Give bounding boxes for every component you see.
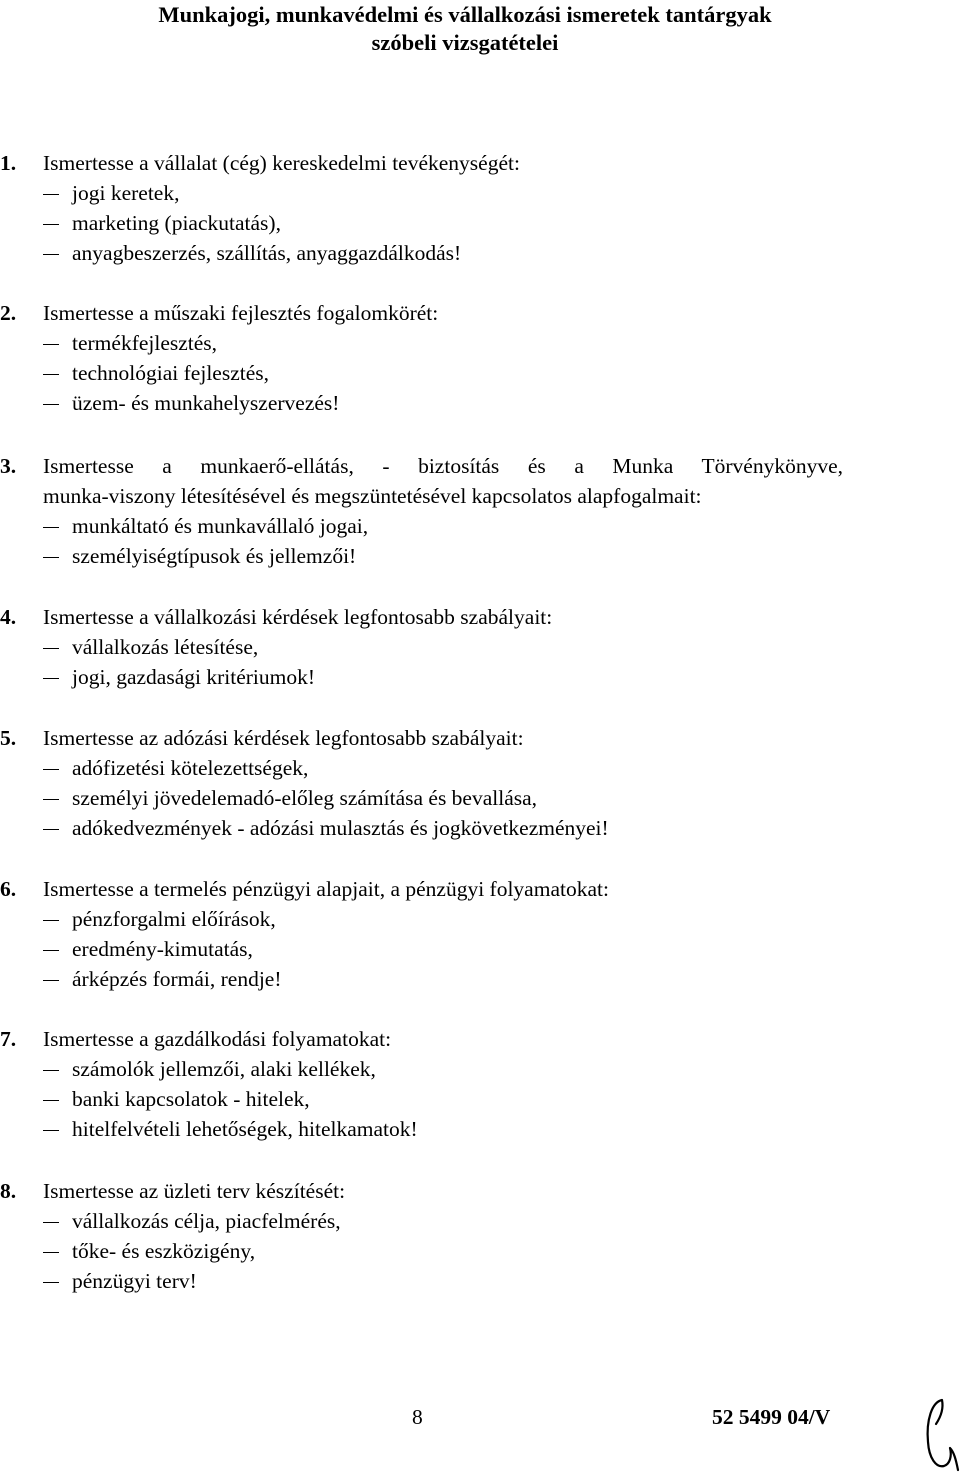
question-text: Ismertesse az üzleti terv készítését: [43,1179,346,1203]
list-item: árképzés formái, rendje! [72,967,282,991]
list-item: személyiségtípusok és jellemzői! [72,544,357,568]
question-6 [0,874,960,994]
list-item: vállalkozás létesítése, [72,635,259,659]
list-item: hitelfelvételi lehetőségek, hitelkamatok! [72,1117,418,1141]
question-text: Ismertesse a vállalat (cég) kereskedelmi tevékenységét: [43,151,520,175]
list-item: adófizetési kötelezettségek, [72,756,309,780]
list-item: személyi jövedelemadó-előleg számítása és bevallása, [72,786,538,810]
question-text: Ismertesse a munkaerő-ellátás, - biztosítás és a Munka Törvénykönyve, [43,454,843,478]
document-code: 52 5499 04/V [712,1405,831,1429]
question-7 [0,1024,960,1144]
list-item: anyagbeszerzés, szállítás, anyaggazdálkodás! [72,241,462,265]
list-item: jogi keretek, [72,181,180,205]
question-5 [0,723,960,843]
list-item: jogi, gazdasági kritériumok! [72,665,315,689]
question-2 [0,298,960,418]
question-8 [0,1176,960,1296]
question-text: Ismertesse az adózási kérdések legfontosabb szabályait: [43,726,524,750]
question-text-continuation: munka-viszony létesítésével és megszüntetésével kapcsolatos alapfogalmait: [43,484,702,508]
question-4 [0,602,960,692]
question-number: 1. [0,151,17,175]
question-text: Ismertesse a termelés pénzügyi alapjait, a pénzügyi folyamatokat: [43,877,609,901]
question-number: 7. [0,1027,17,1051]
question-text: Ismertesse a gazdálkodási folyamatokat: [43,1027,392,1051]
question-number: 5. [0,726,17,750]
list-item: pénzforgalmi előírások, [72,907,276,931]
question-number: 3. [0,454,17,478]
list-item: adókedvezmények - adózási mulasztás és jogkövetkezményei! [72,816,609,840]
list-item: munkáltató és munkavállaló jogai, [72,514,369,538]
list-item: vállalkozás célja, piacfelmérés, [72,1209,341,1233]
list-item: üzem- és munkahelyszervezés! [72,391,340,415]
document-title: Munkajogi, munkavédelmi és vállalkozási ismeretek tantárgyak [158,2,772,27]
list-item: számolók jellemzői, alaki kellékek, [72,1057,376,1081]
list-item: eredmény-kimutatás, [72,937,253,961]
question-1 [0,148,960,268]
list-item: marketing (piackutatás), [72,211,281,235]
list-item: banki kapcsolatok - hitelek, [72,1087,310,1111]
question-3 [0,451,960,571]
list-item: tőke- és eszközigény, [72,1239,256,1263]
question-text: Ismertesse a vállalkozási kérdések legfontosabb szabályait: [43,605,553,629]
page-number: 8 [412,1405,423,1429]
list-item: termékfejlesztés, [72,331,218,355]
signature-icon [920,1390,960,1478]
question-number: 4. [0,605,17,629]
list-item: technológiai fejlesztés, [72,361,270,385]
document-subtitle: szóbeli vizsgatételei [371,30,559,55]
question-text: Ismertesse a műszaki fejlesztés fogalomkörét: [43,301,439,325]
question-number: 6. [0,877,17,901]
question-number: 8. [0,1179,17,1203]
list-item: pénzügyi terv! [72,1269,197,1293]
question-number: 2. [0,301,17,325]
